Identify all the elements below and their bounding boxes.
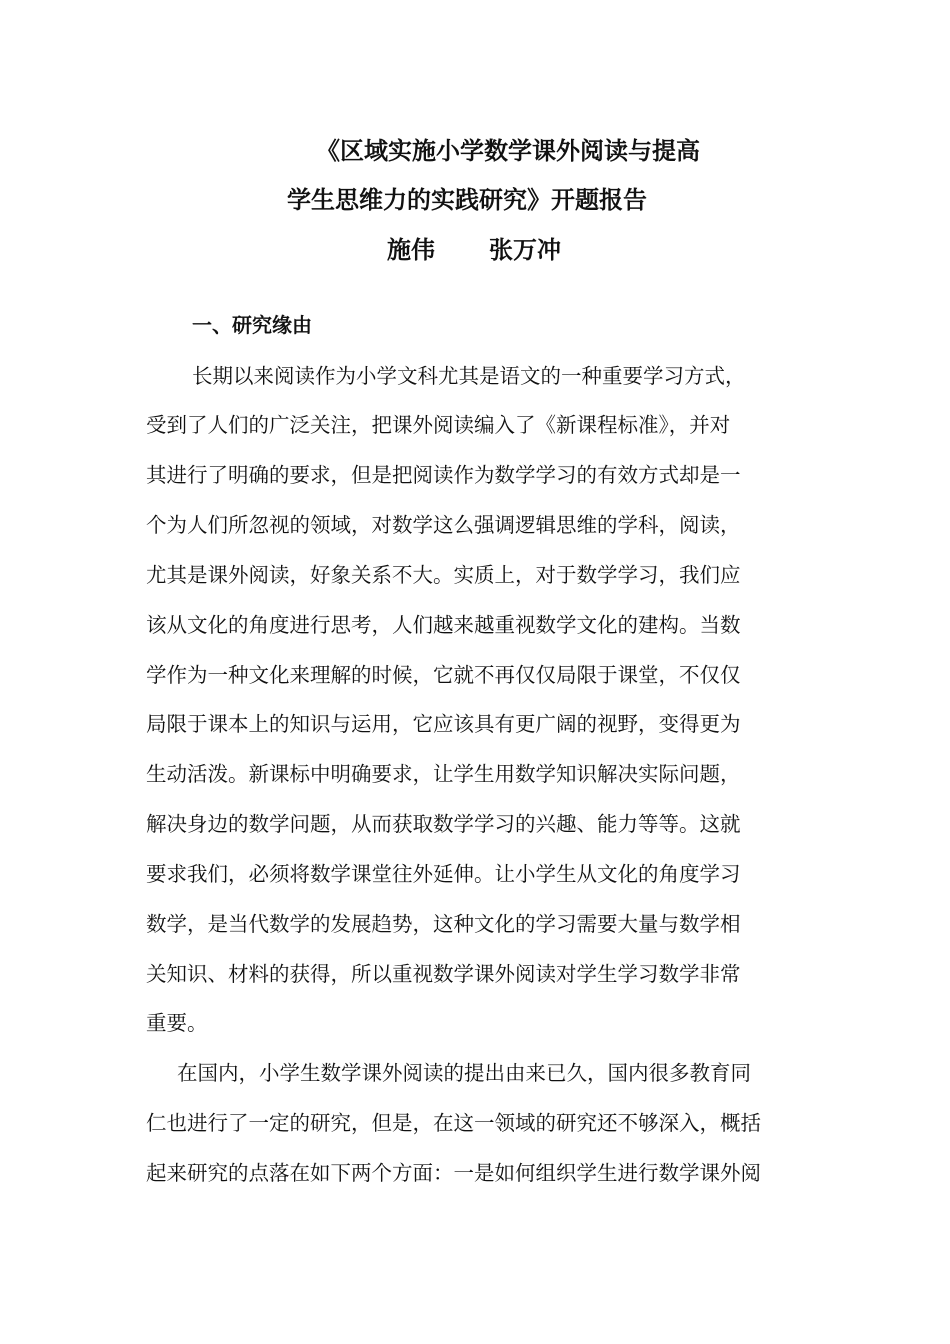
paragraph-line: 解决身边的数学问题，从而获取数学学习的兴趣、能力等等。这就	[146, 812, 741, 836]
paragraph-line: 起来研究的点落在如下两个方面：一是如何组织学生进行数学课外阅	[146, 1161, 761, 1185]
paragraph-line: 尤其是课外阅读，好象关系不大。实质上，对于数学学习，我们应	[146, 563, 741, 587]
paragraph-line: 长期以来阅读作为小学文科尤其是语文的一种重要学习方式，	[192, 364, 746, 388]
author-name: 施伟	[387, 235, 435, 264]
paragraph-line: 受到了人们的广泛关注，把课外阅读编入了《新课程标准》，并对	[146, 413, 731, 437]
paragraph-line: 该从文化的角度进行思考，人们越来越重视数学文化的建构。当数	[146, 613, 741, 637]
paragraph-line: 数学，是当代数学的发展趋势，这种文化的学习需要大量与数学相	[146, 912, 741, 936]
author-name: 张万冲	[489, 235, 561, 264]
paragraph-line: 要求我们，必须将数学课堂往外延伸。让小学生从文化的角度学习	[146, 862, 741, 886]
paragraph-line: 局限于课本上的知识与运用，它应该具有更广阔的视野，变得更为	[146, 712, 741, 736]
paragraph-line: 重要。	[146, 1011, 208, 1035]
document-title-line-2: 学生思维力的实践研究》开题报告	[287, 185, 647, 214]
paragraph-line: 关知识、材料的获得，所以重视数学课外阅读对学生学习数学非常	[146, 962, 741, 986]
paragraph-line: 其进行了明确的要求，但是把阅读作为数学学习的有效方式却是一	[146, 463, 741, 487]
paragraph-line: 个为人们所忽视的领域，对数学这么强调逻辑思维的学科，阅读，	[146, 513, 741, 537]
document-title-line-1: 《区域实施小学数学课外阅读与提高	[316, 136, 700, 165]
paragraph-line: 在国内，小学生数学课外阅读的提出由来已久，国内很多教育同	[177, 1061, 751, 1085]
section-heading: 一、研究缘由	[192, 313, 312, 337]
paragraph-line: 学作为一种文化来理解的时候，它就不再仅仅局限于课堂，不仅仅	[146, 663, 741, 687]
paragraph-line: 仁也进行了一定的研究，但是，在这一领域的研究还不够深入，概括	[146, 1111, 761, 1135]
paragraph-line: 生动活泼。新课标中明确要求，让学生用数学知识解决实际问题，	[146, 762, 741, 786]
